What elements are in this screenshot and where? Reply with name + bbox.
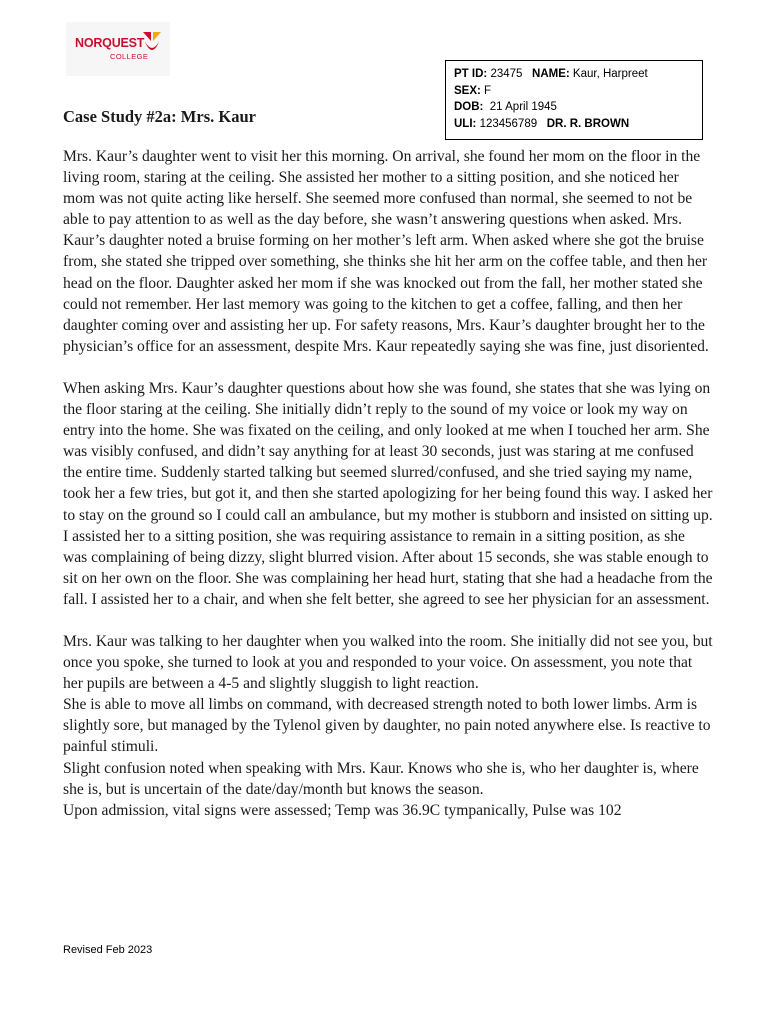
case-study-body — [63, 146, 713, 821]
patient-line-dob — [454, 99, 694, 116]
sex-value: F — [484, 84, 492, 97]
revision-footer: Revised Feb 2023 — [63, 944, 153, 956]
sex-label: SEX: — [454, 84, 481, 97]
logo-subtitle: COLLEGE — [110, 52, 149, 61]
pt-id-value: 23475 — [490, 68, 523, 80]
pt-id-label: PT ID: — [454, 68, 488, 80]
logo-mark-icon — [141, 30, 163, 56]
case-study-title: Case Study #2a: Mrs. Kaur — [63, 107, 256, 126]
paragraph-daughter-visit: Mrs. Kaur’s daughter went to visit her this morning. On arrival, she found her mom on the floor in the living room, staring at the ceiling. She assisted her mother to a sitting position, and she noticed her mom was not quite acting like herself. She seemed more confused than normal, she seemed to not be able to pay attention to as well as the day before, she wasn’t answering questions when asked. Mrs. Kaur’s daughter noted a bruise forming on her mother’s left arm. When asked where she got the bruise from, she stated she tripped over something, she thinks she hit her arm on the coffee table, and then her head on the floor. Daughter asked her mom if she was knocked out from the fall, her mother stated she could not remember. Her last memory was going to the kitchen to get a coffee, falling, and then her daughter coming over and assisting her up. For safety reasons, Mrs. Kaur’s daughter brought her to the physician’s office for an assessment, despite Mrs. Kaur repeatedly saying she was fine, just disoriented. — [63, 148, 709, 355]
norquest-college-logo — [66, 22, 170, 76]
paragraph-vitals: Upon admission, vital signs were assessed; Temp was 36.9C tympanically, Pulse was 102 — [63, 801, 622, 819]
dob-value: 21 April 1945 — [489, 101, 557, 113]
name-value: Kaur, Harpreet — [572, 68, 648, 80]
logo-wordmark: NORQUEST — [75, 36, 145, 50]
paragraph-limbs: She is able to move all limbs on command, with decreased strength noted to both lower limbs. Arm is slightly sore, but managed by the Tylenol given by daughter, no pain noted anywhere else. Is reactive to painful stimuli. — [63, 696, 711, 756]
uli-value: 123456789 — [479, 117, 538, 130]
name-label: NAME: — [532, 68, 570, 80]
paragraph-confusion: Slight confusion noted when speaking with Mrs. Kaur. Knows who she is, who her daughter is, where she is, but is uncertain of the date/day/month but knows the season. — [63, 759, 699, 798]
patient-line-id — [454, 66, 694, 83]
paragraph-assessment: Mrs. Kaur was talking to her daughter when you walked into the room. She initially did not see you, but once you spoke, she turned to look at you and responded to your voice. On assessment, you note that her pupils are between a 4-5 and slightly sluggish to light reaction. — [63, 632, 713, 693]
uli-label: ULI: — [454, 117, 477, 130]
patient-line-uli — [454, 116, 694, 133]
dob-label: DOB: — [454, 101, 484, 113]
doctor-name: DR. R. BROWN — [546, 117, 630, 130]
paragraph-daughter-account: When asking Mrs. Kaur’s daughter questions about how she was found, she states that she was lying on the floor staring at the ceiling. She initially didn’t reply to the sound of my voice or look my way on entry into the home. She was fixated on the ceiling, and only looked at me when I touched her arm. She was visibly confused, and didn’t say anything for at least 30 seconds, just was staring at me confused the entire time. Suddenly started talking but seemed slurred/confused, and she tried saying my name, took her a few tries, but got it, and then she started apologizing for her being found this way. I asked her to stay on the ground so I could call an ambulance, but my mother is stubborn and insisted on sitting up. I assisted her to a sitting position, she was requiring assistance to remain in a sitting position, as she was complaining of being dizzy, slight blurred vision. After about 15 seconds, she was stable enough to sit on her own on the floor. She was complaining her head hurt, stating that she had a headache from the fall. I assisted her to a chair, and when she felt better, she agreed to see her physician for an assessment. — [63, 379, 713, 608]
patient-info-box — [445, 60, 703, 140]
patient-line-sex — [454, 83, 694, 100]
